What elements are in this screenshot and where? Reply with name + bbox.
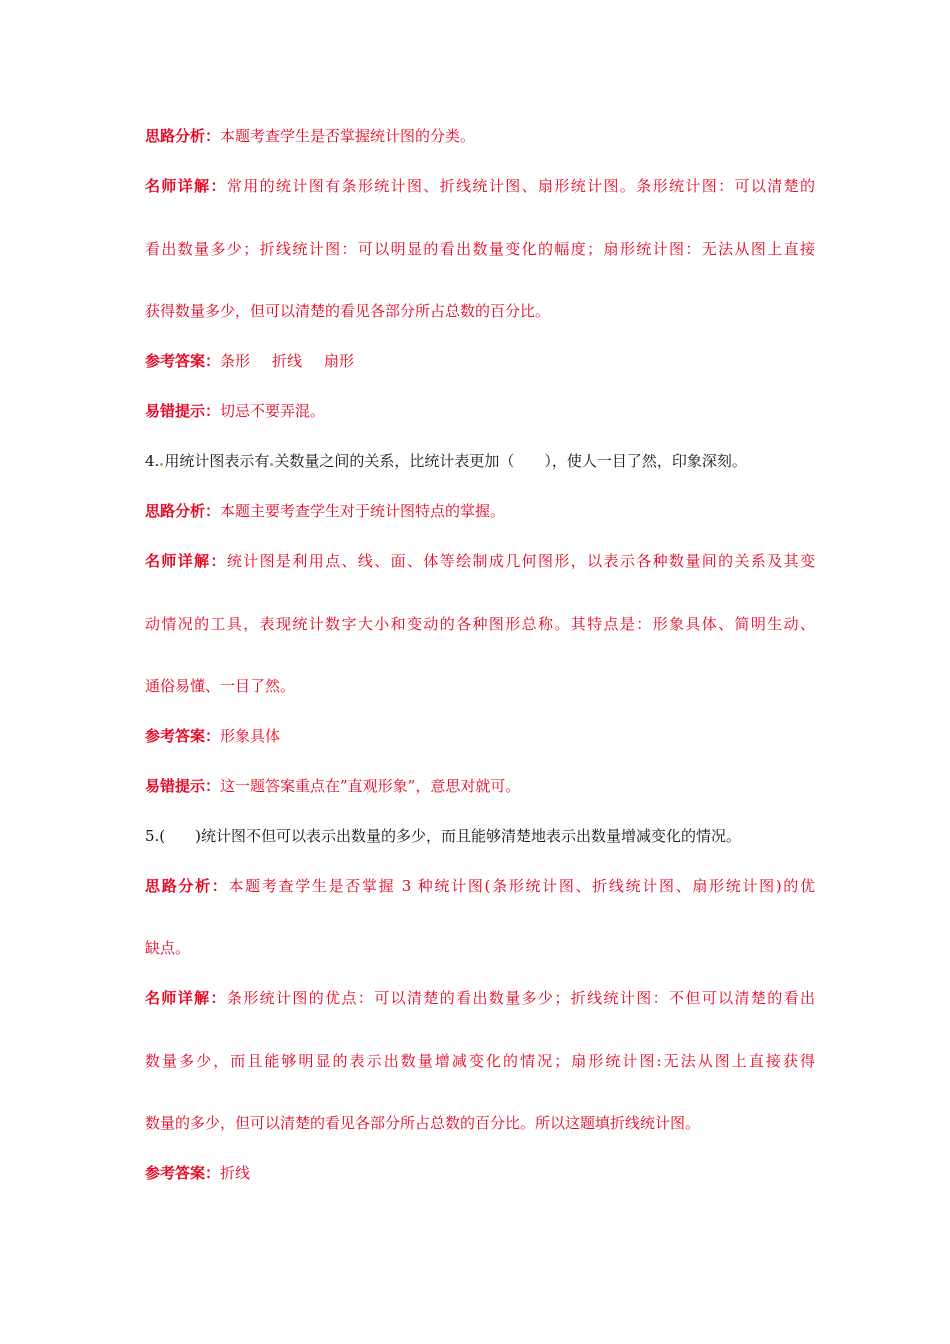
explain-text: 统计图是利用点、线、面、体等绘制成几何图形，以表示各种数量间的关系及其变 xyxy=(226,552,815,570)
tip-label: 易错提示： xyxy=(145,402,221,420)
tip-text: 切忌不要弄混。 xyxy=(220,402,326,420)
q3-explain-line-1 xyxy=(145,176,815,196)
q5-explain-line-2: 数量多少，而且能够明显的表示出数量增减变化的情况；扇形统计图:无法从图上直接获得 xyxy=(145,1052,815,1070)
q3-analysis xyxy=(145,126,815,146)
question-text-a: 用统计图表示有 xyxy=(164,452,270,470)
q3-answer xyxy=(145,351,815,371)
analysis-label: 思路分析： xyxy=(145,502,221,520)
speck-mark xyxy=(160,463,163,466)
q4-answer xyxy=(145,726,815,746)
answer-label: 参考答案： xyxy=(145,1164,221,1182)
analysis-label: 思路分析： xyxy=(145,127,221,145)
answer-3: 扇形 xyxy=(324,352,355,370)
q5-analysis-line-1 xyxy=(145,876,815,896)
answer-text: 折线 xyxy=(220,1164,251,1182)
answer-text: 形象具体 xyxy=(220,727,281,745)
question-text-b: 关数量之间的关系，比统计表更加（ ），使人一目了然，印象深刻。 xyxy=(274,452,747,470)
answer-2: 折线 xyxy=(272,352,303,370)
q4-analysis xyxy=(145,501,815,521)
q4-explain-line-3: 通俗易懂、一目了然。 xyxy=(145,677,296,695)
q3-explain-line-2: 看出数量多少；折线统计图：可以明显的看出数量变化的幅度；扇形统计图：无法从图上直接 xyxy=(145,240,815,258)
q5-explain-line-1 xyxy=(145,988,815,1008)
q4-explain-line-1 xyxy=(145,551,815,571)
explain-text: 常用的统计图有条形统计图、折线统计图、扇形统计图。条形统计图：可以清楚的 xyxy=(226,177,815,195)
q5-explain-line-3: 数量的多少，但可以清楚的看见各部分所占总数的百分比。所以这题填折线统计图。 xyxy=(145,1114,701,1132)
q5-question: 5.( )统计图不但可以表示出数量的多少，而且能够清楚地表示出数量增减变化的情况。 xyxy=(145,827,742,845)
explain-label: 名师详解： xyxy=(145,552,227,570)
q4-question xyxy=(145,451,815,471)
answer-1: 条形 xyxy=(220,352,251,370)
explain-label: 名师详解： xyxy=(145,989,227,1007)
q5-answer xyxy=(145,1163,815,1183)
explain-text: 条形统计图的优点：可以清楚的看出数量多少；折线统计图：不但可以清楚的看出 xyxy=(226,989,815,1007)
answer-label: 参考答案： xyxy=(145,352,221,370)
q4-explain-line-2: 动情况的工具，表现统计数字大小和变动的各种图形总称。其特点是：形象具体、简明生动、 xyxy=(145,615,815,633)
q4-tip xyxy=(145,776,815,796)
analysis-label: 思路分析： xyxy=(145,877,229,895)
q5-analysis-line-2: 缺点。 xyxy=(145,939,191,957)
q3-tip xyxy=(145,401,815,421)
tip-label: 易错提示： xyxy=(145,777,221,795)
answer-label: 参考答案： xyxy=(145,727,221,745)
analysis-text: 本题主要考查学生对于统计图特点的掌握。 xyxy=(220,502,506,520)
speck-mark xyxy=(270,463,273,466)
analysis-text: 本题考查学生是否掌握统计图的分类。 xyxy=(220,127,476,145)
tip-text: 这一题答案重点在”直观形象”，意思对就可。 xyxy=(220,777,521,795)
question-number: 4. xyxy=(145,452,160,470)
explain-label: 名师详解： xyxy=(145,177,227,195)
analysis-text: 本题考查学生是否掌握 3 种统计图(条形统计图、折线统计图、扇形统计图)的优 xyxy=(228,877,815,895)
q3-explain-line-3: 获得数量多少，但可以清楚的看见各部分所占总数的百分比。 xyxy=(145,302,551,320)
